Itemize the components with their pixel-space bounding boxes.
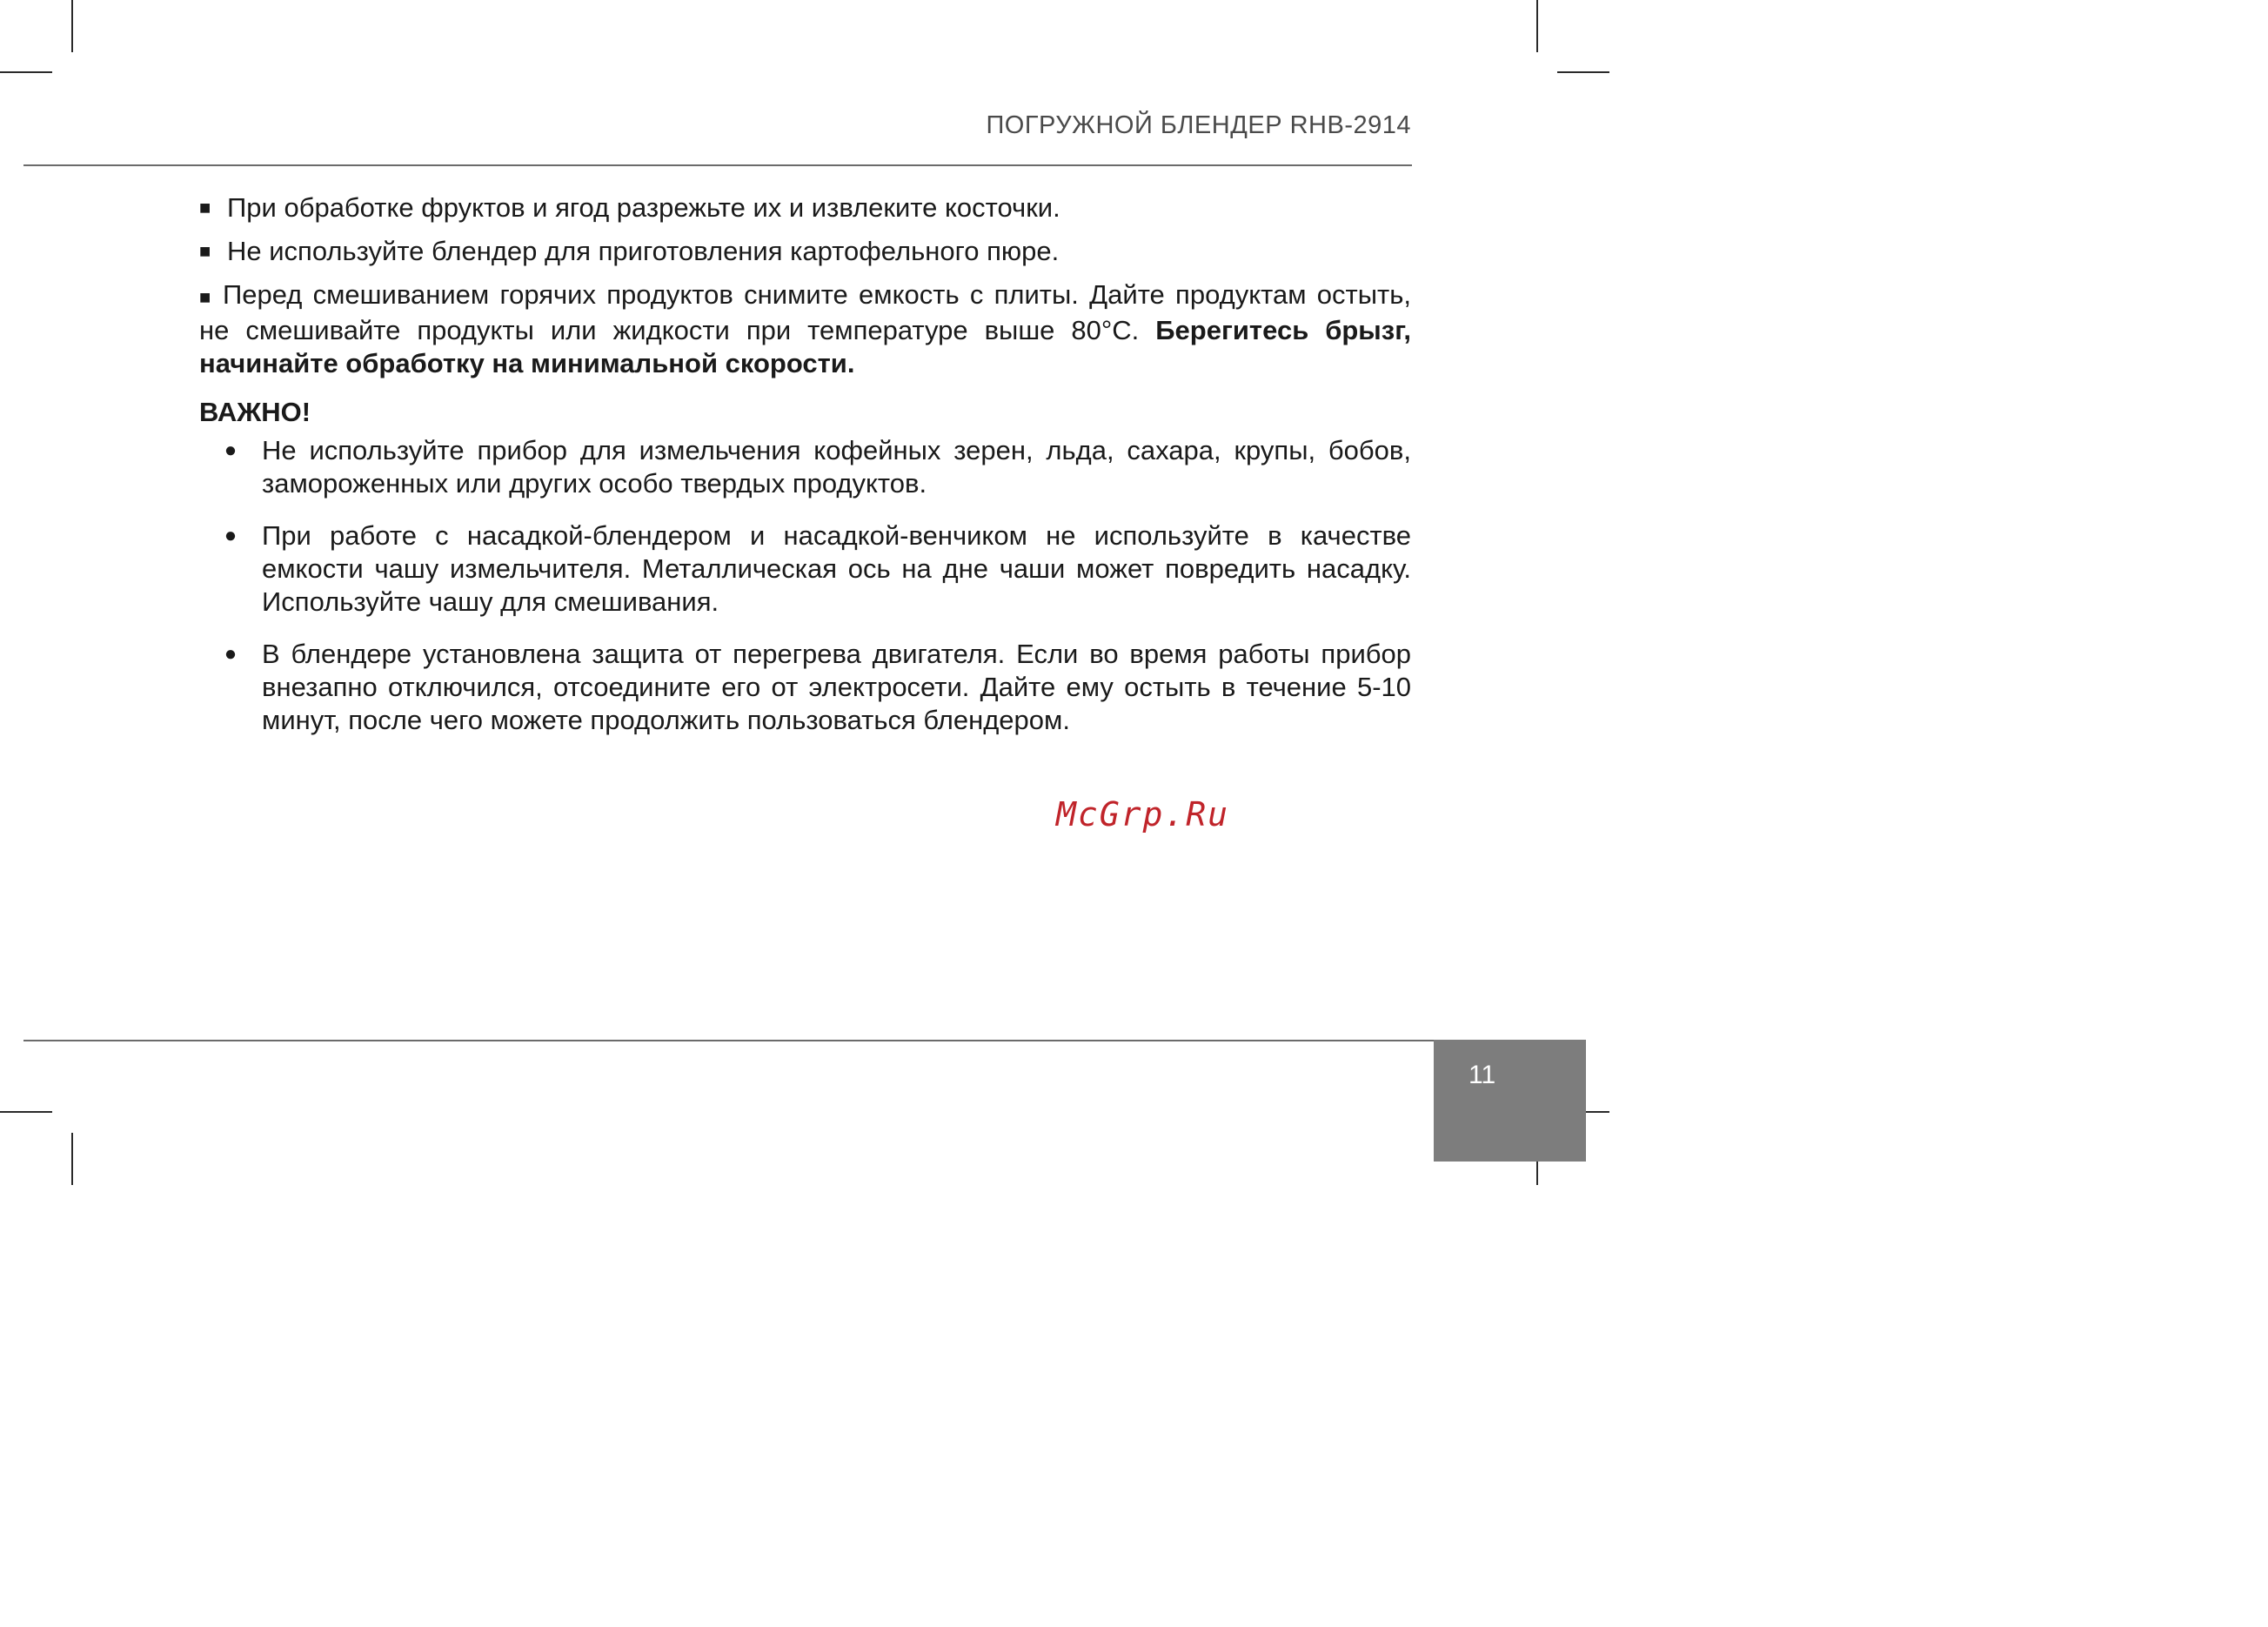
- important-heading: ВАЖНО!: [199, 397, 311, 427]
- crop-mark: [0, 71, 52, 73]
- important-item: [199, 519, 1411, 619]
- important-item-text: В блендере установлена защита от перегрева двигателя. Если во время работы прибор внезапно отключился, отсоедините его от электросети. Дайте ему остыть в течение 5-10 минут, после чего можете продолжить пользоваться блендером.: [262, 639, 1411, 735]
- hot-products-text: Перед смешиванием горячих продуктов снимите емкость с плиты. Дайте продуктам остыть, не смешивайте продукты или жидкости при температуре выше 80°C.: [199, 279, 1411, 345]
- crop-mark: [1557, 71, 1609, 73]
- list-item-text: Не используйте блендер для приготовления картофельного пюре.: [227, 236, 1060, 266]
- important-item: [199, 434, 1411, 500]
- important-item: [199, 638, 1411, 737]
- crop-mark: [71, 1133, 73, 1185]
- header-divider: [23, 164, 1412, 166]
- hot-products-warning: Берегитесь брызг, начинайте обработку на минимальной скорости.: [199, 315, 1411, 378]
- list-item-hot-products: [199, 278, 1411, 380]
- round-bullet-icon: ●: [224, 642, 238, 666]
- round-bullet-icon: ●: [224, 524, 238, 547]
- page-header-title: ПОГРУЖНОЙ БЛЕНДЕР RHB-2914: [986, 111, 1411, 139]
- manual-content: [199, 191, 1411, 756]
- list-item-text: При обработке фруктов и ягод разрежьте их и извлеките косточки.: [227, 192, 1060, 223]
- crop-mark: [0, 1111, 52, 1113]
- page-number-tab: [1434, 1040, 1586, 1162]
- important-item-text: При работе с насадкой-блендером и насадкой-венчиком не используйте в качестве емкости чашу измельчителя. Металлическая ось на дне чаши может повредить насадку. Используйте чашу для смешивания.: [262, 520, 1411, 617]
- crop-mark: [1536, 0, 1538, 52]
- crop-mark: [71, 0, 73, 52]
- watermark: McGrp.Ru: [1056, 795, 1230, 834]
- page-number: 11: [1469, 1061, 1496, 1089]
- list-item: [199, 235, 1411, 268]
- important-item-text: Не используйте прибор для измельчения кофейных зерен, льда, сахара, крупы, бобов, замороженных или других особо твердых продуктов.: [262, 435, 1411, 499]
- square-bullet-icon: ■: [199, 197, 211, 218]
- square-bullet-icon: ■: [199, 240, 211, 262]
- round-bullet-icon: ●: [224, 439, 238, 462]
- square-bullet-icon: ■: [199, 286, 214, 308]
- list-item: [199, 191, 1411, 224]
- footer-divider: [23, 1040, 1437, 1041]
